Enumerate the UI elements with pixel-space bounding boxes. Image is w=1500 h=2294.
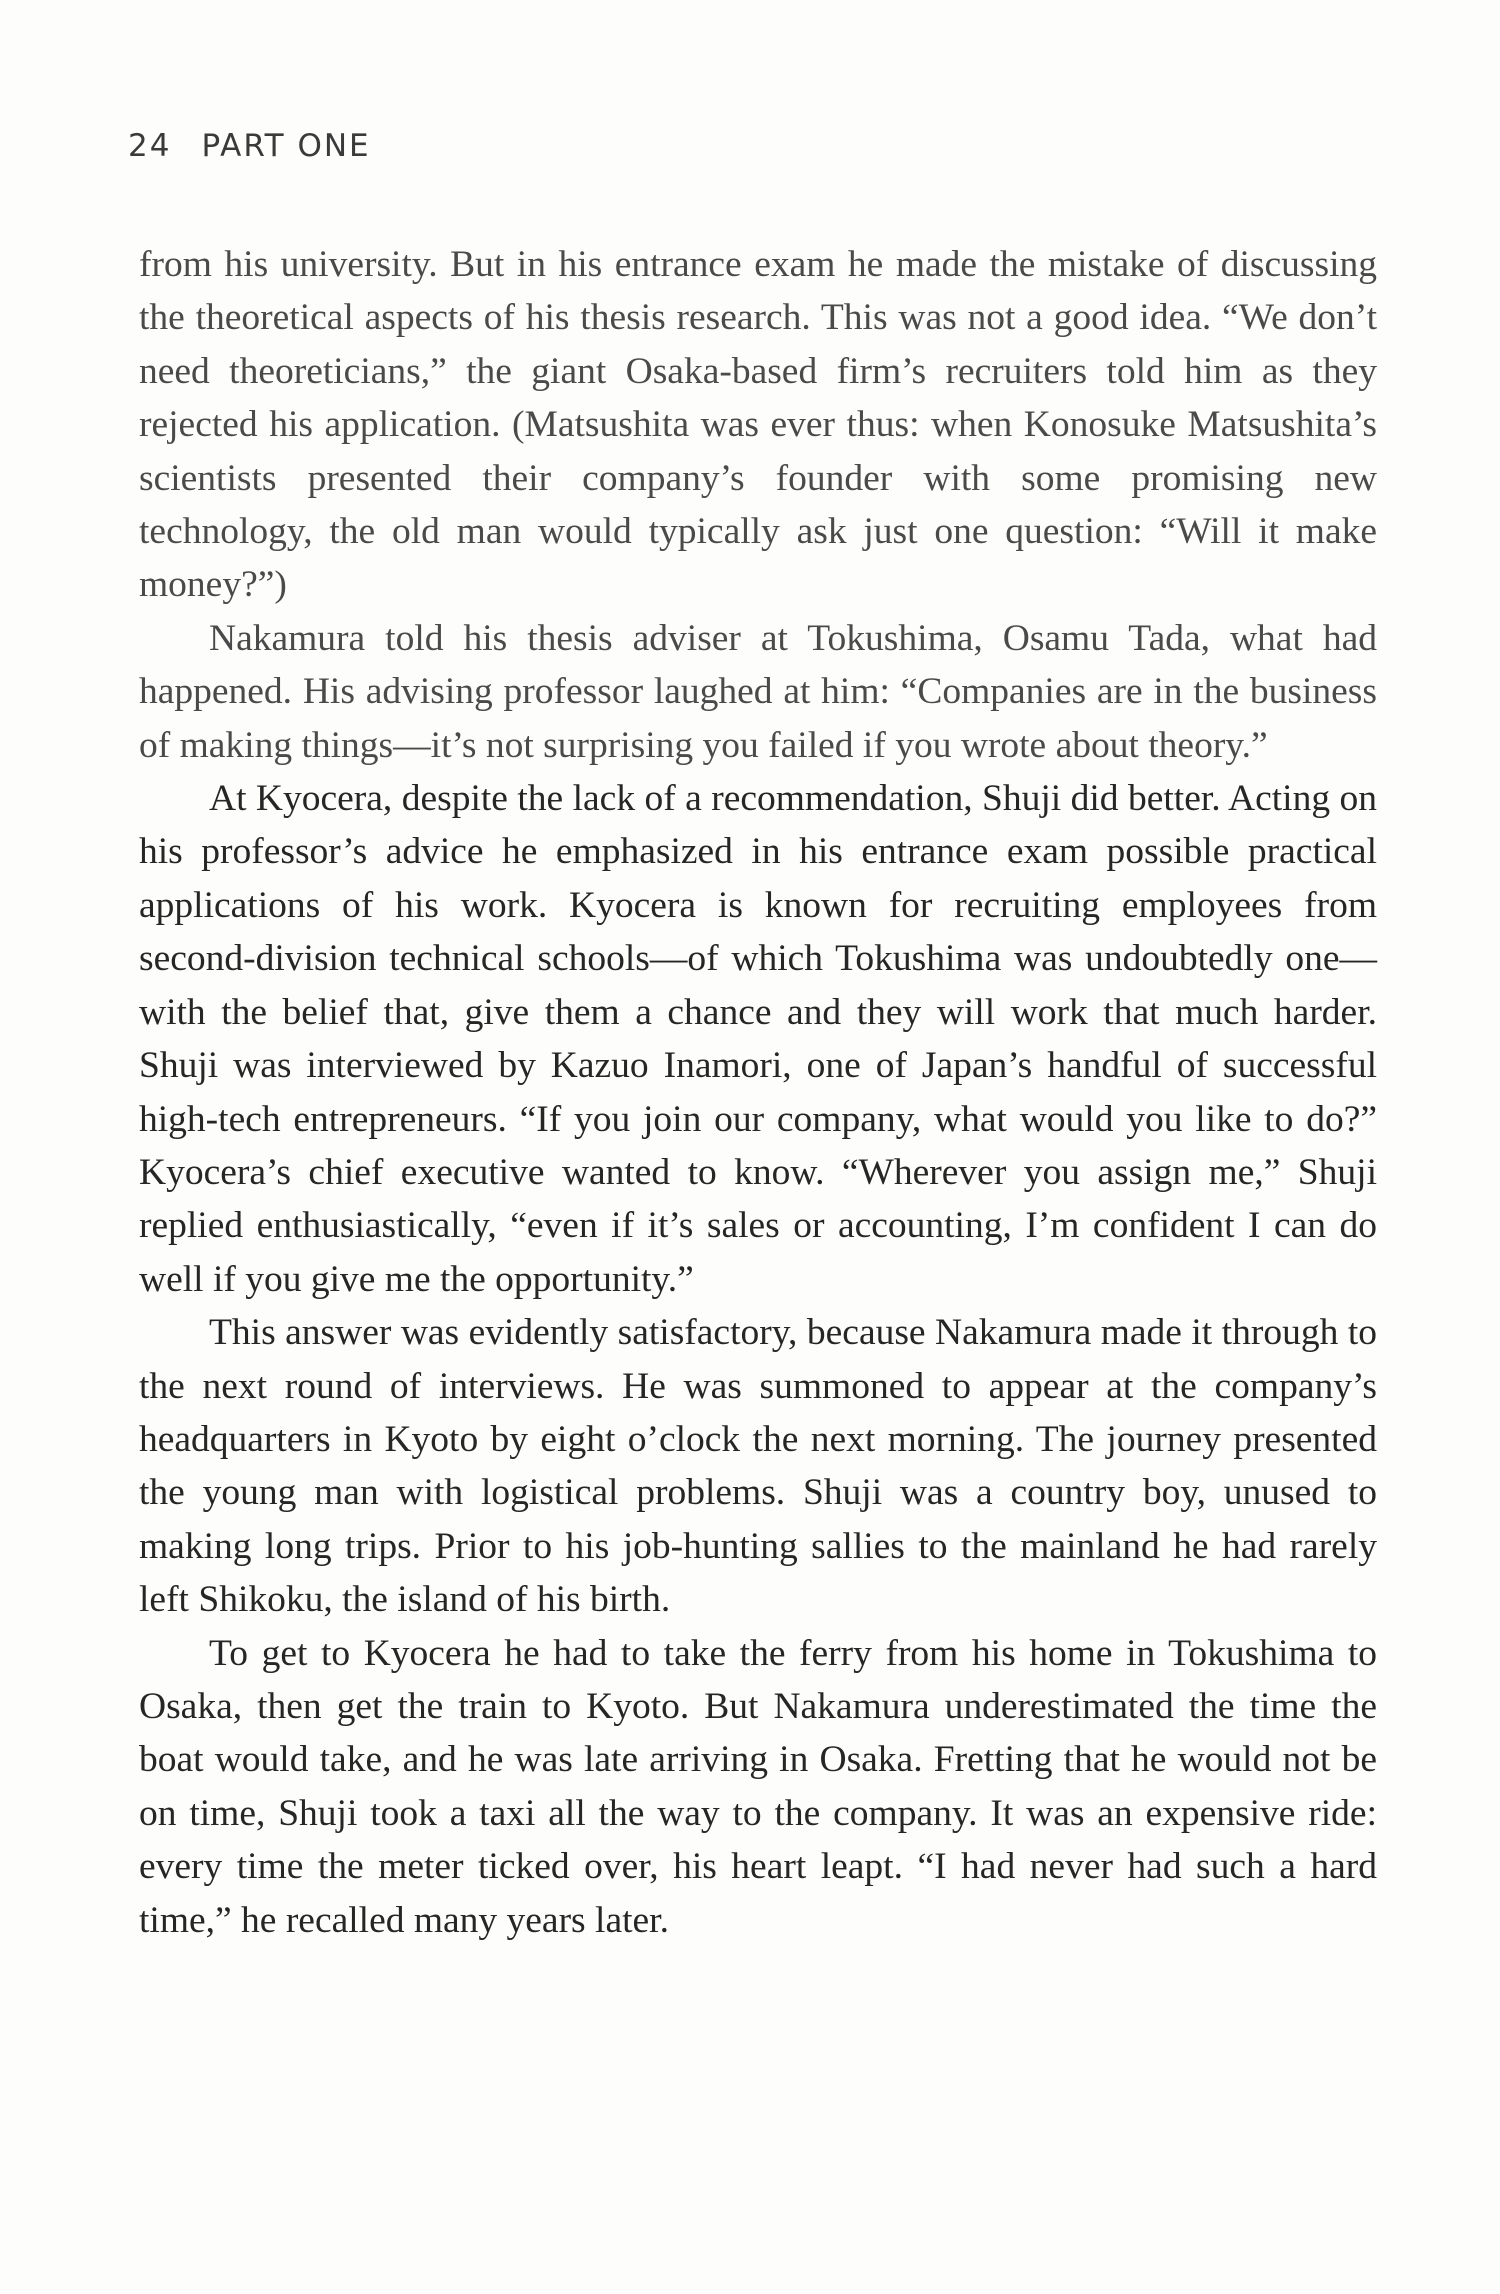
section-title: PART ONE [201, 128, 371, 164]
paragraph: Nakamura told his thesis adviser at Tokushima, Osamu Tada, what had happened. His advising professor laughed at him: “Companies are in the business of making things—it’s not surprising you failed if you wrote about theory.” [139, 617, 1377, 766]
paragraph: This answer was evidently satisfactory, because Nakamura made it through to the next round of interviews. He was summoned to appear at the company’s headquarters in Kyoto by eight o’clock the next morning. The journey presented the young man with logistical problems. Shuji was a country boy, unused to making long trips. Prior to his job-hunting sallies to the mainland he had rarely left Shikoku, the island of his birth. [139, 1312, 1377, 1621]
paragraph: To get to Kyocera he had to take the ferry from his home in Tokushima to Osaka, then get the train to Kyoto. But Nakamura underestimated the time the boat would take, and he was late arriving in Osaka. Fretting that he would not be on time, Shuji took a taxi all the way to the company. It was an expensive ride: every time the meter ticked over, his heart leapt. “I had never had such a hard time,” he recalled many years later. [139, 1632, 1377, 1941]
running-head [128, 128, 371, 164]
paragraph-continued: from his university. But in his entrance exam he made the mistake of discussing the theoretical aspects of his thesis research. This was not a good idea. “We don’t need theoreticians,” the giant Osaka-based firm’s recruiters told him as they rejected his application. (Matsushita was ever thus: when Konosuke Matsushita’s scientists presented their company’s founder with some promising new technology, the old man would typically ask just one question: “Will it make money?”) [139, 244, 1377, 606]
paragraph: At Kyocera, despite the lack of a recommendation, Shuji did better. Acting on his professor’s advice he emphasized in his entrance exam possible practical applications of his work. Kyocera is known for recruiting employees from second-division technical schools—of which Tokushima was undoubtedly one—with the belief that, give them a chance and they will work that much harder. Shuji was interviewed by Kazuo Inamori, one of Japan’s handful of successful high-tech entrepreneurs. “If you join our company, what would you like to do?” Kyocera’s chief executive wanted to know. “Wherever you assign me,” Shuji replied enthusiastically, “even if it’s sales or accounting, I’m confident I can do well if you give me the opportunity.” [139, 778, 1377, 1300]
page-number: 24 [128, 128, 172, 164]
body-text [139, 238, 1377, 1947]
